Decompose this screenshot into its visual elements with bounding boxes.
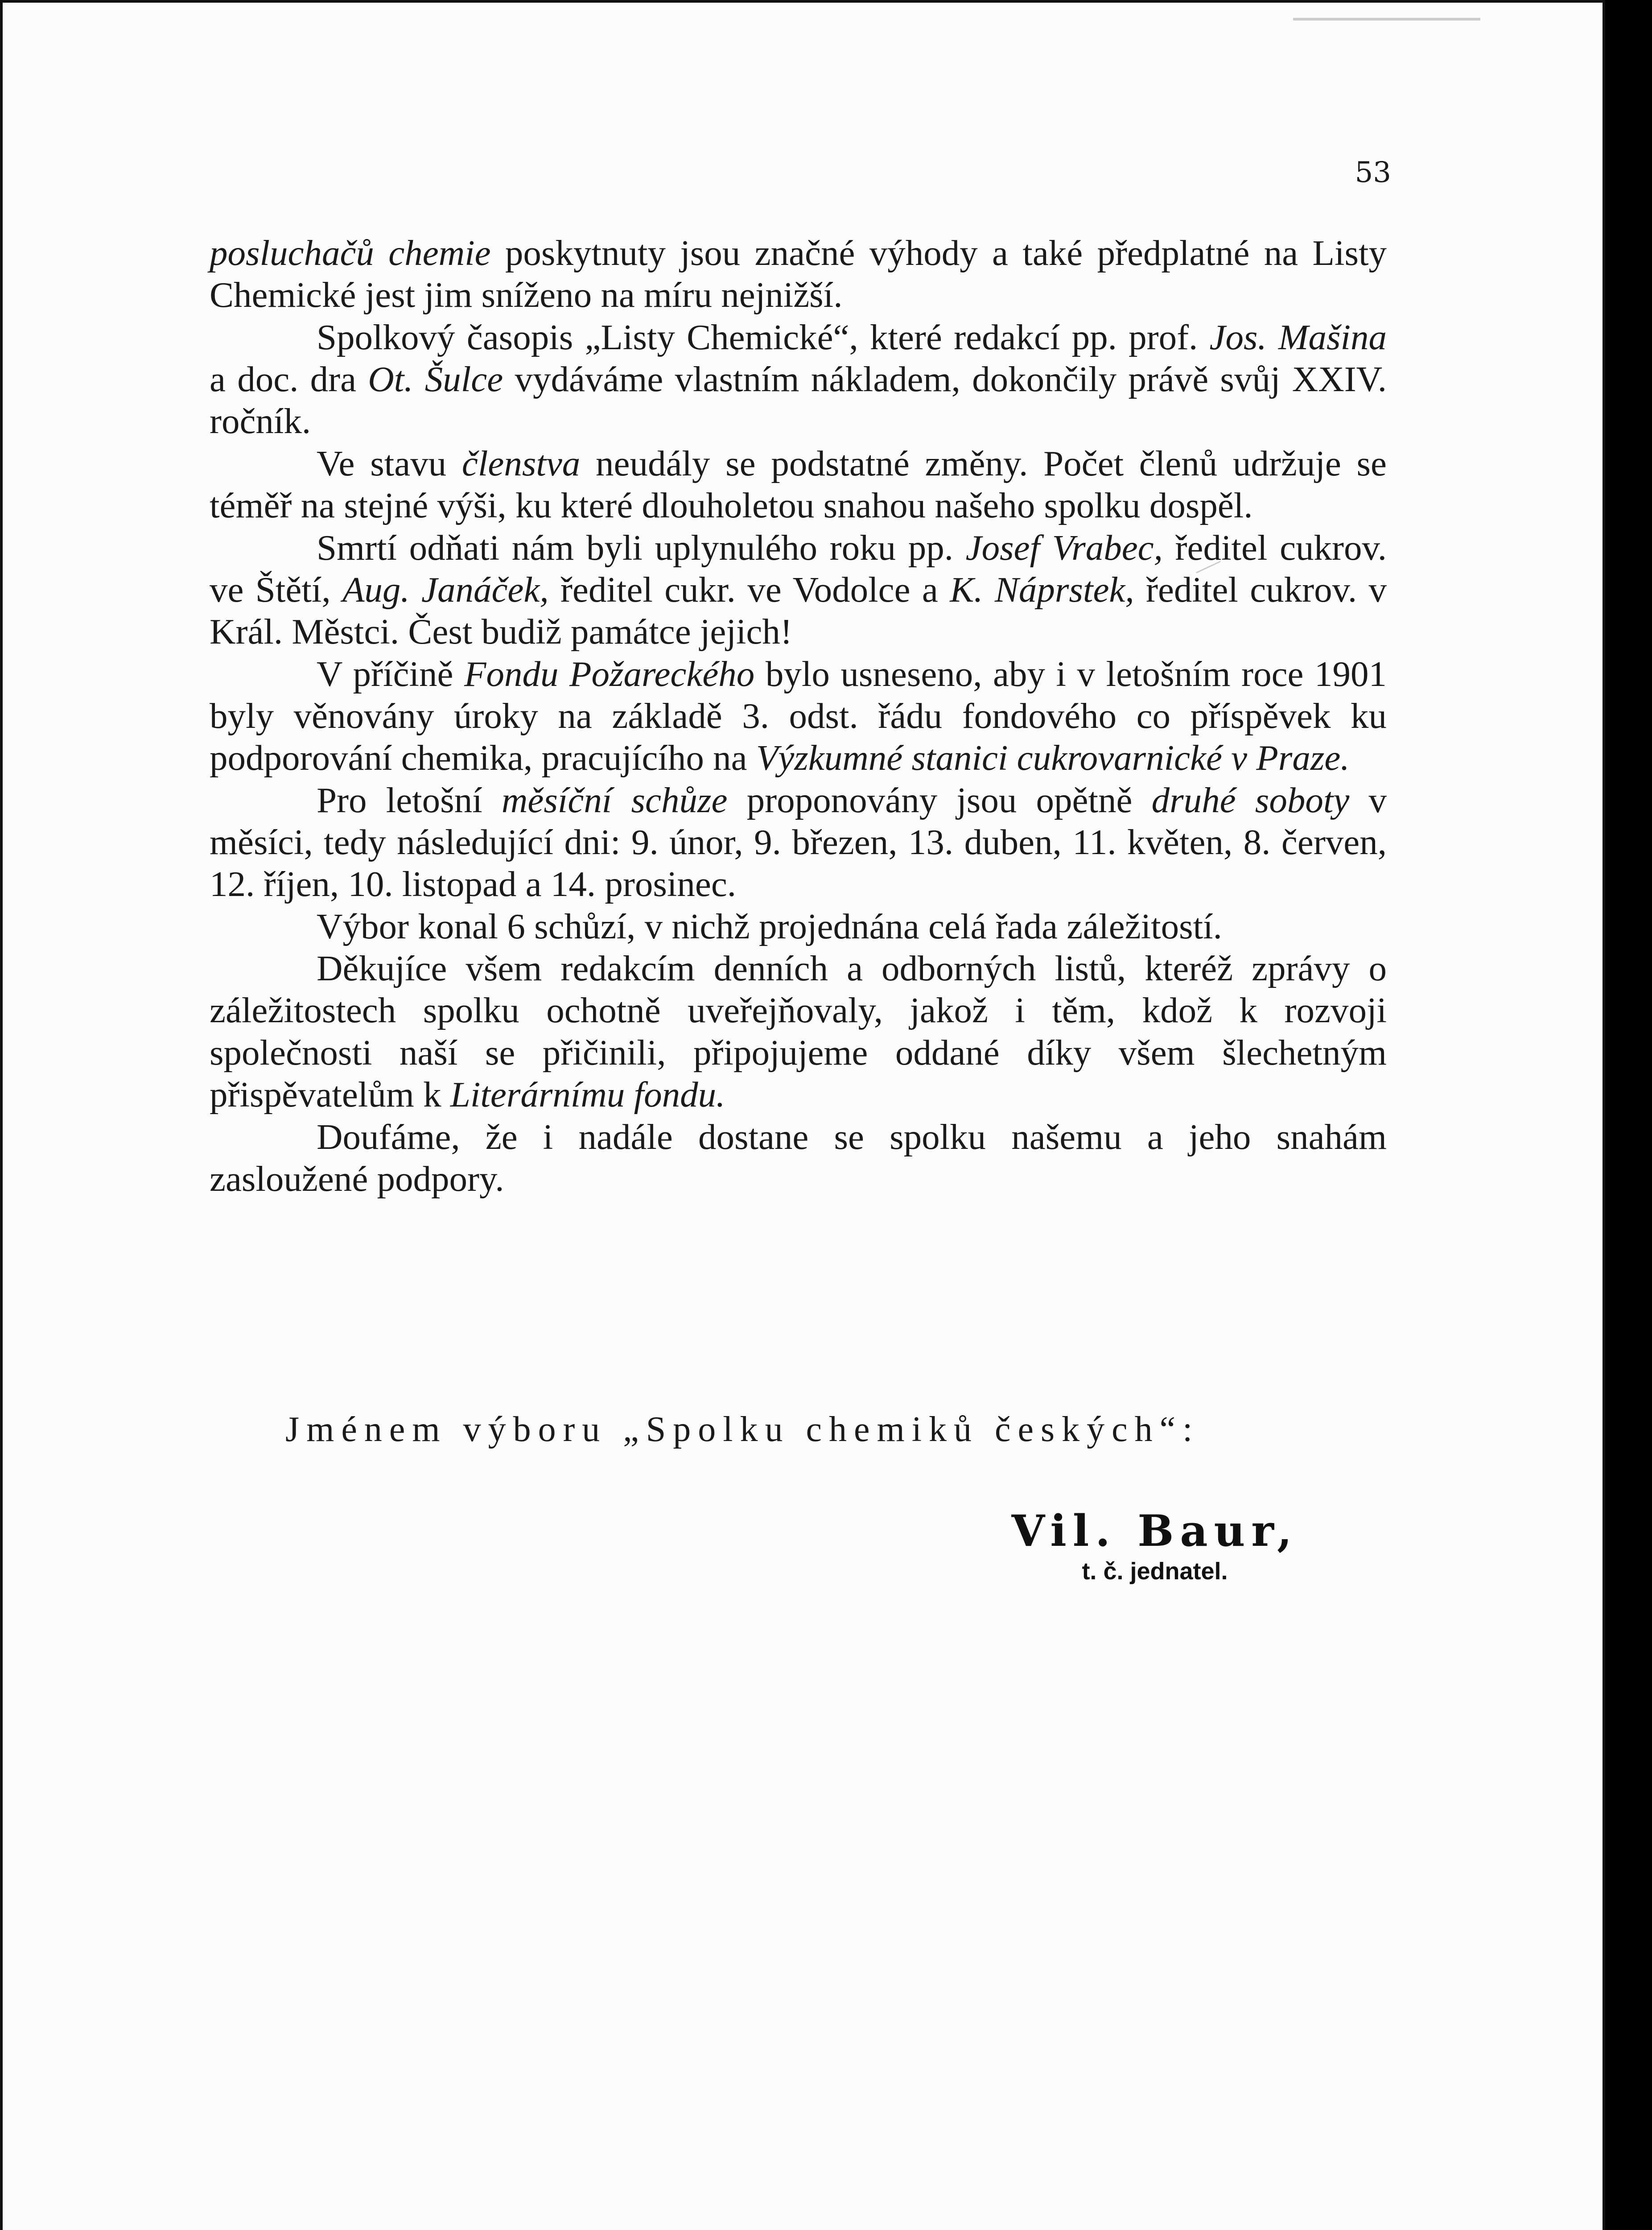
italic-text: členstva <box>461 443 581 483</box>
paragraph <box>210 653 1387 779</box>
italic-text: Literárnímu fondu. <box>450 1074 725 1115</box>
text-span: Smrtí odňati nám byli uplynulého roku pp. <box>317 527 966 568</box>
paragraph <box>210 947 1387 1115</box>
paragraph <box>210 442 1387 527</box>
text-span: v měsíci, tedy následující dni: 9. únor, 9. březen, 13. duben, 11. květen, 8. červen, 12. říjen, 10. listopad a 14. prosinec. <box>210 780 1387 904</box>
italic-text: Výzkumné stanici cukrovarnické v Praze. <box>756 738 1350 778</box>
italic-text: Aug. Janáček, <box>342 569 549 610</box>
signature-block <box>954 1507 1355 1588</box>
text-span: Ve stavu <box>317 443 462 483</box>
text-span: Pro letošní <box>317 780 502 820</box>
text-span: Výbor konal 6 schůzí, v nichž projednána celá řada záležitostí. <box>317 906 1222 946</box>
italic-text: Jos. Mašina <box>1209 317 1387 357</box>
text-span: ředitel cukrov. v Král. Městci. Čest budiž památce jejich! <box>210 569 1387 652</box>
closing-line: Jménem výboru „Spolku chemiků českých“: <box>285 1410 1200 1449</box>
paragraph <box>210 527 1387 653</box>
italic-text: K. Náprstek, <box>950 569 1134 610</box>
text-span: proponovány jsou opětně <box>727 780 1152 820</box>
text-span: ředitel cukrov. ve Štětí, <box>210 527 1387 610</box>
italic-text: měsíční schůze <box>501 780 728 820</box>
text-span: Děkujíce všem redakcím denních a odborných listů, kteréž zprávy o záležitostech spolku ochotně uveřejňovaly, jakož i těm, kdož k rozvoji společnosti naší se přičinili, připojujeme oddané díky všem šlechetným přispěvatelům k <box>210 948 1387 1115</box>
italic-text: Josef Vrabec, <box>965 527 1163 568</box>
text-span: vydáváme vlastním nákladem, dokončily právě svůj XXIV. ročník. <box>210 359 1387 442</box>
text-span: bylo usneseno, aby i v letošním roce 1901 byly věnovány úroky na základě 3. odst. řádu fondového co příspěvek ku podporování chemika, pracujícího na <box>210 653 1387 778</box>
text-span: poskytnuty jsou značné výhody a také předplatné na Listy Chemické jest jim sníženo na míru nejnižší. <box>210 233 1387 315</box>
italic-text: posluchačů chemie <box>210 233 491 273</box>
paragraph <box>210 316 1387 442</box>
italic-text: Ot. Šulce <box>368 359 503 400</box>
paragraph <box>210 1116 1387 1200</box>
paragraph <box>210 905 1387 947</box>
paragraph <box>210 232 1387 316</box>
italic-text: druhé soboty <box>1151 780 1350 820</box>
paragraph <box>210 779 1387 905</box>
page-number: 53 <box>1355 156 1391 189</box>
text-span: ředitel cukr. ve Vodolce a <box>548 569 950 610</box>
body-text <box>210 232 1387 1200</box>
text-span: Spolkový časopis „Listy Chemické“, které redakcí pp. prof. <box>317 317 1210 357</box>
signature-name: Vil. Baur, <box>1011 1506 1298 1556</box>
signature-title: t. č. jednatel. <box>1082 1557 1228 1585</box>
text-span: V příčině <box>317 653 464 694</box>
text-span: neudály se podstatné změny. Počet členů udržuje se téměř na stejné výši, ku které dlouholetou snahou našeho spolku dospěl. <box>210 443 1387 526</box>
text-span: a doc. dra <box>210 359 368 400</box>
text-span: Doufáme, že i nadále dostane se spolku našemu a jeho snahám zasloužené podpory. <box>210 1116 1387 1199</box>
italic-text: Fondu Požareckého <box>464 653 755 694</box>
scan-mark <box>1293 18 1480 21</box>
